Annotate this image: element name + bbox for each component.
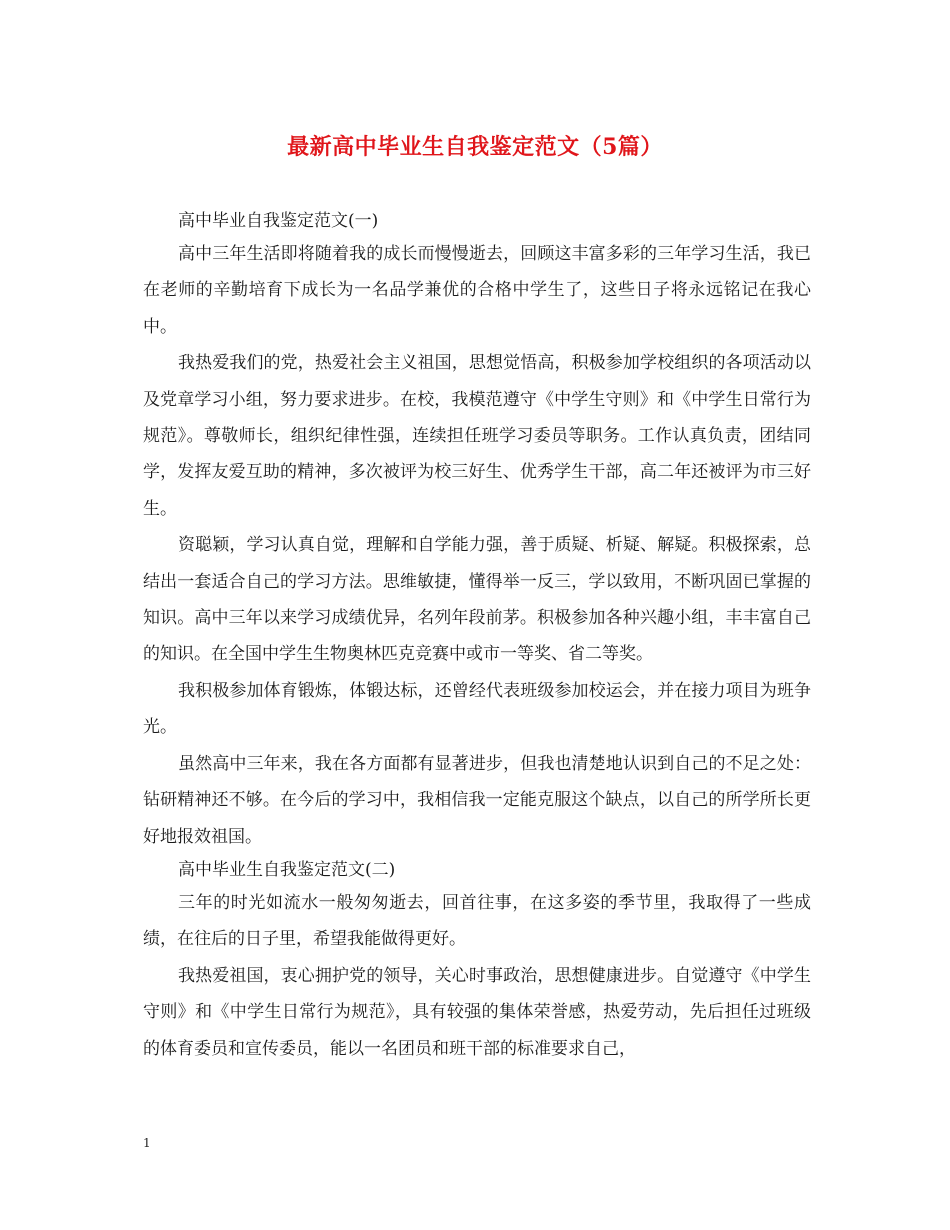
section-heading: 高中毕业生自我鉴定范文(二): [178, 859, 396, 880]
paragraph: 资聪颖，学习认真自觉，理解和自学能力强，善于质疑、析疑、解疑。积极探索，总结出一套适合自己的学习方法。思维敏捷，懂得举一反三，学以致用，不断巩固已掌握的知识。高中三年以来学习成绩优异，名列年段前茅。积极参加各种兴趣小组，丰丰富自己的知识。在全国中学生生物奥林匹克竞赛中或市一等奖、省二等奖。: [143, 535, 811, 665]
paragraph: 我热爱祖国，衷心拥护党的领导，关心时事政治，思想健康进步。自觉遵守《中学生守则》和《中学生日常行为规范》，具有较强的集体荣誉感，热爱劳动，先后担任过班级的体育委员和宣传委员，能以一名团员和班干部的标准要求自己，: [143, 965, 811, 1059]
document-body: [143, 206, 811, 1067]
section-heading: 高中毕业自我鉴定范文(一): [178, 211, 379, 231]
paragraph: 我积极参加体育锻炼，体锻达标，还曾经代表班级参加校运会，并在接力项目为班争光。: [143, 680, 811, 738]
paragraph: 三年的时光如流水一般匆匆逝去，回首往事，在这多姿的季节里，我取得了一些成绩，在往后的日子里，希望我能做得更好。: [143, 892, 811, 950]
paragraph: 虽然高中三年来，我在各方面都有显著进步，但我也清楚地认识到自己的不足之处：钻研精神还不够。在今后的学习中，我相信我一定能克服这个缺点，以自己的所学所长更好地报效祖国。: [143, 753, 811, 847]
paragraph: 高中三年生活即将随着我的成长而慢慢逝去，回顾这丰富多彩的三年学习生活，我已在老师的辛勤培育下成长为一名品学兼优的合格中学生了，这些日子将永远铭记在我心中。: [143, 244, 811, 337]
page-number: 1: [143, 1136, 151, 1150]
document-title: 最新高中毕业生自我鉴定范文（5篇）: [287, 134, 663, 160]
paragraph: 我热爱我们的党，热爱社会主义祖国，思想觉悟高，积极参加学校组织的各项活动以及党章学习小组，努力要求进步。在校，我模范遵守《中学生守则》和《中学生日常行为规范》。尊敬师长，组织纪律性强，连续担任班学习委员等职务。工作认真负责，团结同学，发挥友爱互助的精神，多次被评为校三好生、优秀学生干部，高二年还被评为市三好生。: [143, 353, 811, 519]
